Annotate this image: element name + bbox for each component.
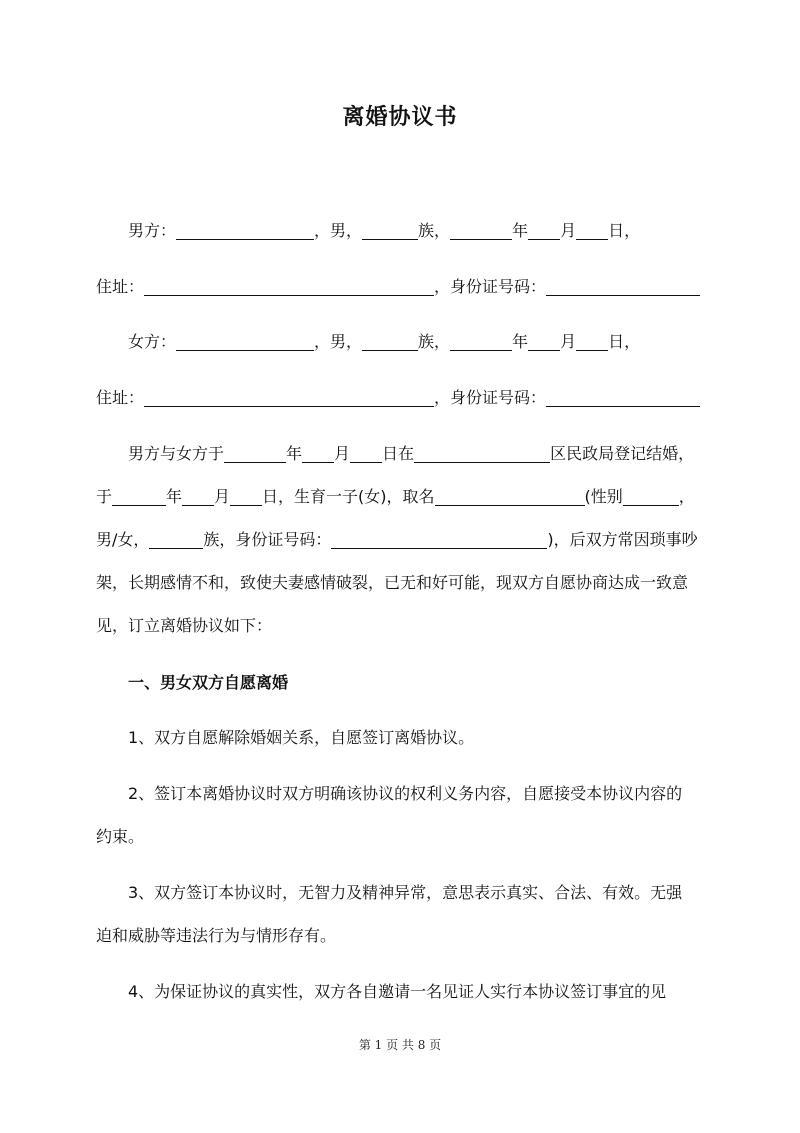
intro-line-2 bbox=[96, 485, 704, 509]
ethnic-text: 族， bbox=[418, 221, 451, 240]
gender-text: ，男， bbox=[314, 332, 363, 351]
id-label: ，身份证号码： bbox=[434, 388, 547, 407]
intro-line-4: 架，长期感情不和，致使夫妻感情破裂，已无和好可能，现双方自愿协商达成一致意 bbox=[96, 573, 689, 592]
female-birth-month-blank bbox=[528, 330, 560, 351]
male-party-line bbox=[128, 219, 704, 243]
address-label: 住址： bbox=[96, 388, 145, 407]
intro-text: )，后双方常因琐事吵 bbox=[547, 530, 698, 549]
month-text: 月 bbox=[560, 332, 577, 351]
child-name-blank bbox=[435, 485, 585, 506]
section-heading: 一、男女双方自愿离婚 bbox=[128, 673, 289, 692]
child-id-blank bbox=[331, 528, 547, 549]
intro-text: 族，身份证号码： bbox=[203, 530, 332, 549]
year-text: 年 bbox=[286, 444, 303, 463]
day-text: 日， bbox=[608, 332, 641, 351]
year-text: 年 bbox=[512, 221, 529, 240]
male-label: 男方： bbox=[128, 221, 177, 240]
female-party-line bbox=[128, 330, 704, 354]
female-address-line bbox=[96, 386, 704, 410]
clause-2-line-2: 约束。 bbox=[96, 827, 145, 846]
male-name-blank bbox=[176, 219, 314, 240]
male-ethnic-blank bbox=[362, 219, 418, 240]
child-ethnic-blank bbox=[149, 528, 203, 549]
intro-text: 日，生育一子(女)，取名 bbox=[262, 487, 435, 506]
clause-3-line-2: 迫和威胁等违法行为与情形存有。 bbox=[96, 926, 337, 945]
address-label: 住址： bbox=[96, 277, 145, 296]
intro-line-5: 见，订立离婚协议如下： bbox=[96, 616, 273, 635]
registry-district-blank bbox=[414, 442, 550, 463]
clause-1: 1、双方自愿解除婚姻关系，自愿签订离婚协议。 bbox=[128, 728, 475, 747]
marriage-year-blank bbox=[224, 442, 286, 463]
intro-text: ， bbox=[678, 487, 695, 506]
clause-4-line-1: 4、为保证协议的真实性，双方各自邀请一名见证人实行本协议签订事宜的见 bbox=[128, 982, 667, 1001]
ethnic-text: 族， bbox=[418, 332, 451, 351]
female-id-blank bbox=[546, 386, 700, 407]
gender-text: ，男， bbox=[314, 221, 363, 240]
female-birth-year-blank bbox=[450, 330, 512, 351]
month-text: 月 bbox=[334, 444, 351, 463]
intro-text: (性别 bbox=[584, 487, 623, 506]
day-text: 日在 bbox=[382, 444, 415, 463]
male-birth-month-blank bbox=[528, 219, 560, 240]
child-birth-year-blank bbox=[112, 485, 166, 506]
day-text: 日， bbox=[608, 221, 641, 240]
document-title: 离婚协议书 bbox=[342, 105, 458, 130]
male-address-blank bbox=[144, 275, 434, 296]
year-text: 年 bbox=[512, 332, 529, 351]
child-birth-day-blank bbox=[230, 485, 262, 506]
female-label: 女方： bbox=[128, 332, 177, 351]
male-address-line bbox=[96, 275, 704, 299]
marriage-day-blank bbox=[350, 442, 382, 463]
intro-line-1 bbox=[128, 442, 704, 466]
page-number: 第 1 页 共 8 页 bbox=[358, 1038, 442, 1052]
year-text: 年 bbox=[166, 487, 183, 506]
intro-text: 区民政局登记结婚， bbox=[550, 444, 695, 463]
female-name-blank bbox=[176, 330, 314, 351]
female-ethnic-blank bbox=[362, 330, 418, 351]
female-address-blank bbox=[144, 386, 434, 407]
intro-line-3 bbox=[96, 528, 704, 552]
female-birth-day-blank bbox=[576, 330, 608, 351]
month-text: 月 bbox=[214, 487, 231, 506]
clause-3-line-1: 3、双方签订本协议时，无智力及精神异常，意思表示真实、合法、有效。无强 bbox=[128, 883, 683, 902]
clause-2-line-1: 2、签订本离婚协议时双方明确该协议的权利义务内容，自愿接受本协议内容的 bbox=[128, 784, 683, 803]
male-birth-year-blank bbox=[450, 219, 512, 240]
male-birth-day-blank bbox=[576, 219, 608, 240]
child-birth-month-blank bbox=[182, 485, 214, 506]
marriage-month-blank bbox=[302, 442, 334, 463]
intro-text: 男方与女方于 bbox=[128, 444, 225, 463]
intro-text: 于 bbox=[96, 487, 113, 506]
child-gender-blank bbox=[623, 485, 679, 506]
male-id-blank bbox=[546, 275, 700, 296]
id-label: ，身份证号码： bbox=[434, 277, 547, 296]
intro-text: 男/女， bbox=[96, 530, 150, 549]
month-text: 月 bbox=[560, 221, 577, 240]
